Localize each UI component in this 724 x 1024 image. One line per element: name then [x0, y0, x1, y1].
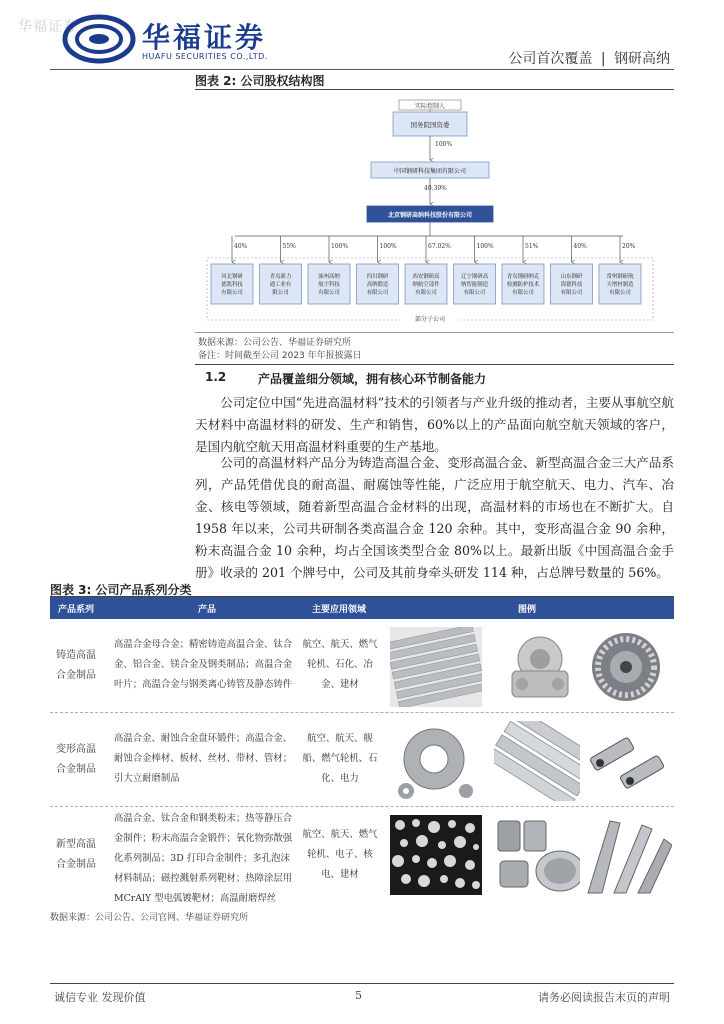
- report-type: 公司首次覆盖: [508, 51, 593, 67]
- paragraph-2: 公司的高温材料产品分为铸造高温合金、变形高温合金、新型高温合金三大产品系列，产品凭借优良的耐高温、耐腐蚀等性能，广泛应用于航空航天、电力、汽车、冶金、核电等领域，随着新型高温合金材料的出现，高温材料的市场也在不断扩大。自 1958 年以来，公司共研制各类高温合金 120 余种。其中，变形高温合金 90 余种，粉末高温合金 10 余种，均占全国该类型合金 80%以上。最新出版《中国高温合金手册》收录的 201 个牌号中，公司及其前身牵头研发 114 种，占总牌号数量的 56%。: [195, 455, 674, 580]
- row-products: 高温合金、钛合金和钢类粉末；热等静压合金制件；粉末高温合金锻件；氧化物弥散强化系列制品；3D 打印合金制件；多孔泡沫材料制品；磁控溅射系列靶材；热障涂层用 MCrAlY 型电弧镀靶材；高温耐磨焊丝: [114, 813, 293, 904]
- alloy-powder-image: [390, 815, 482, 895]
- table3-source: 数据来源：公司公告、公司官网、华福证券研究所: [50, 913, 249, 923]
- alloy-tubes-image: [494, 721, 586, 801]
- figure2-source: 数据来源：公司公告、华福证券研究所: [198, 338, 352, 348]
- forged-rings-image: [390, 721, 482, 801]
- header-divider: [50, 69, 674, 70]
- footer-disclaimer: 请务必阅读报告末页的声明: [538, 991, 670, 1004]
- company-name: 钢研高纳: [614, 51, 670, 67]
- product-series-table: [50, 597, 674, 903]
- report-header-info: [508, 48, 670, 68]
- section-rule: [195, 364, 674, 365]
- header-illustration: 图例: [518, 605, 537, 615]
- blades-image: [580, 815, 672, 895]
- pct-sasac: 100%: [435, 141, 453, 148]
- table-row: [50, 619, 674, 713]
- pct-parent: 40.39%: [424, 185, 447, 192]
- logo-english-name: HUAFU SECURITIES CO.,LTD.: [142, 52, 268, 61]
- header-application: 主要应用领域: [312, 605, 367, 615]
- sasac-label: 国务院国资委: [410, 121, 450, 129]
- table-row: [50, 807, 674, 903]
- section-title: 产品覆盖细分领域，拥有核心环节制备能力: [258, 372, 487, 386]
- row-category: 新型高温合金制品: [56, 839, 96, 870]
- subsidiary-stake: 20%: [622, 243, 636, 250]
- table3-title: 图表 3: 公司产品系列分类: [50, 583, 192, 597]
- subsidiary-stake: 100%: [476, 243, 494, 250]
- huafu-logo-icon: [62, 14, 136, 64]
- cast-pump-housing-image: [494, 627, 586, 707]
- row-category: 变形高温合金制品: [56, 744, 96, 775]
- row-applications: 航空、航天、燃气轮机、电子、核电、建材: [302, 829, 378, 880]
- figure2-remark: 备注：时间截至公司 2023 年年报披露日: [198, 351, 362, 361]
- figure2-title: 图表 2: 公司股权结构图: [195, 74, 325, 88]
- subsidiary-name: 常州钢研航天增材制造有限公司: [606, 274, 634, 296]
- subsidiary-stake: 51%: [525, 243, 539, 250]
- page-number: 5: [355, 989, 362, 1002]
- company-logo: [62, 14, 272, 66]
- subsidiary-stake: 100%: [331, 243, 349, 250]
- logo-chinese-name: 华福证券: [142, 21, 267, 54]
- subsidiary-name: 青岛钢研纳克检测防护技术有限公司: [506, 274, 540, 296]
- company-label: 北京钢研高纳科技股份有限公司: [387, 212, 473, 219]
- header-series: 产品系列: [58, 605, 95, 615]
- subsidiary-stake: 67.02%: [428, 243, 451, 250]
- row-applications: 航空、航天、舰船、燃气轮机、石化、电力: [302, 733, 378, 784]
- row-category: 铸造高温合金制品: [56, 650, 96, 681]
- wear-parts-image: [580, 721, 672, 801]
- subsidiary-name: 山东钢研海德科技有限公司: [560, 274, 583, 296]
- figure2-bottom-rule: [195, 332, 674, 333]
- table-header-row: [50, 597, 674, 619]
- subsidiary-stake: 40%: [234, 243, 248, 250]
- footer-divider: [50, 983, 674, 984]
- subsidiary-name: 青岛新力通工业有限公司: [269, 274, 292, 296]
- row-applications: 航空、航天、燃气轮机、石化、冶金、建材: [302, 639, 378, 690]
- footer-slogan: 诚信专业 发现价值: [54, 991, 146, 1004]
- section-number: 1.2: [205, 370, 227, 384]
- parent-company-label: 中国钢研科技集团有限公司: [393, 168, 467, 175]
- paragraph-1: 公司定位中国“先进高温材料”技术的引领者与产业升级的推动者，主要从事航空航天材料中高温材料的研发、生产和销售，60%以上的产品面向航空航天领域的客户，是国内航空航天用高温材料重要的生产基地。: [195, 395, 674, 454]
- header-separator: |: [600, 51, 606, 67]
- row-products: 高温合金、耐蚀合金盘环锻件；高温合金、耐蚀合金棒材、板材、丝材、带材、管材；引大立耐磨制品: [114, 733, 293, 784]
- turbine-wheel-image: [580, 627, 672, 707]
- ownership-structure-chart: [195, 90, 675, 330]
- sputtering-targets-image: [494, 815, 586, 895]
- header-product: 产品: [198, 605, 217, 615]
- subsidiary-stake: 40%: [573, 243, 587, 250]
- watermark: 华福证券: [18, 19, 78, 35]
- subsidiary-name: 辽宁钢研高纳智能制造有限公司: [461, 274, 488, 296]
- alloy-bars-image: [390, 627, 482, 707]
- subsidiaries-label: 部分子公司: [414, 316, 446, 323]
- subsidiary-name: 涿州高纳航宇科技有限公司: [318, 274, 340, 296]
- subsidiary-stake: 55%: [282, 243, 296, 250]
- subsidiary-name: 四川钢研高纳锻造有限公司: [366, 274, 389, 296]
- subsidiary-stake: 100%: [379, 243, 397, 250]
- table-row: [50, 713, 674, 807]
- row-products: 高温合金母合金；精密铸造高温合金、钛合金、铝合金、镁合金及钢类制品；高温合金叶片；高温合金与钢类离心铸管及静态铸件: [114, 639, 293, 690]
- controller-label: 实际控制人: [414, 103, 446, 110]
- subsidiary-name: 西安钢研高纳航空部件有限公司: [412, 274, 440, 296]
- subsidiary-name: 河北钢研德凯科技有限公司: [221, 274, 243, 296]
